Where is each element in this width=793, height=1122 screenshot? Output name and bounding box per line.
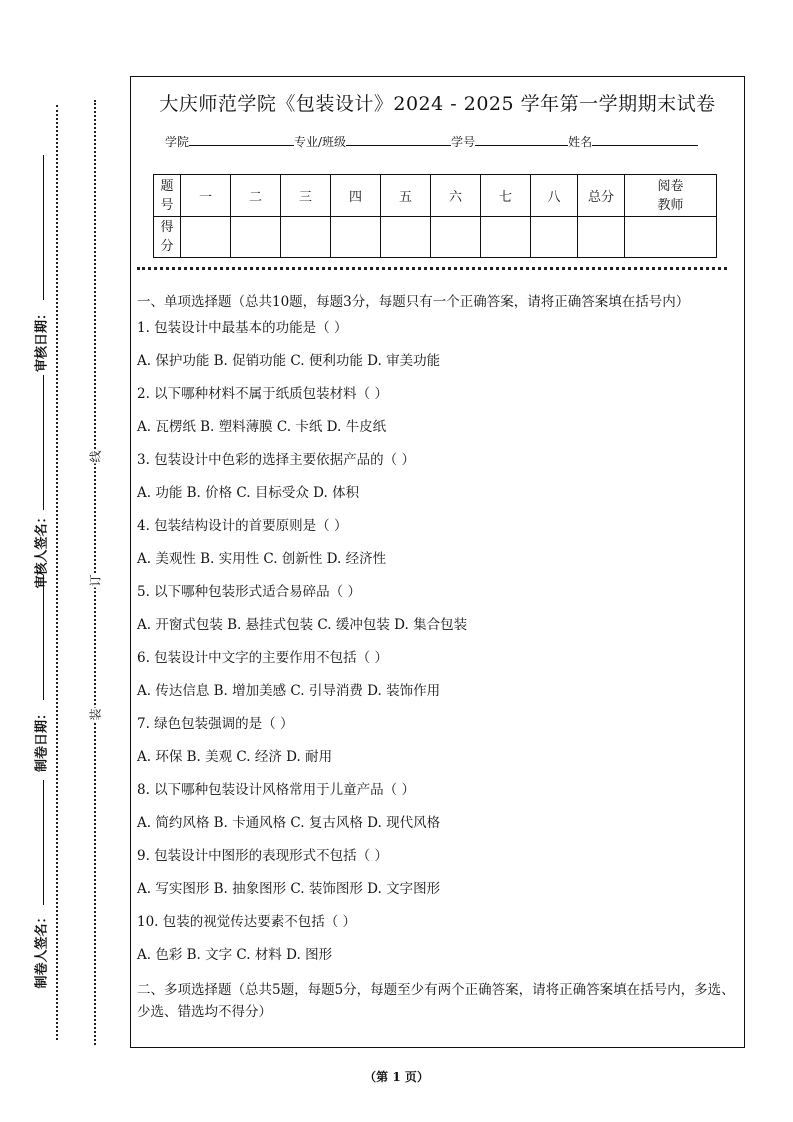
answer-options: A. 瓦楞纸 B. 塑料薄膜 C. 卡纸 D. 牛皮纸 bbox=[137, 419, 387, 435]
column-header: 四 bbox=[331, 175, 381, 217]
score-cell[interactable] bbox=[431, 217, 481, 258]
question-text: 4. 包装结构设计的首要原则是（ ） bbox=[137, 518, 348, 534]
column-header: 二 bbox=[231, 175, 281, 217]
name-label: 姓名 bbox=[568, 135, 593, 149]
question-text: 10. 包装的视觉传达要素不包括（ ） bbox=[137, 914, 357, 930]
score-cell[interactable] bbox=[231, 217, 281, 258]
question-text: 1. 包装设计中最基本的功能是（ ） bbox=[137, 320, 348, 336]
question-number-header: 题 号 bbox=[154, 175, 181, 217]
student-info-row bbox=[165, 133, 698, 150]
score-table-score-row bbox=[154, 217, 717, 258]
prep-date-write-line bbox=[43, 575, 44, 700]
column-header: 六 bbox=[431, 175, 481, 217]
student-id-label: 学号 bbox=[451, 135, 476, 149]
review-sign-label-block bbox=[20, 460, 60, 660]
score-cell[interactable] bbox=[381, 217, 431, 258]
question-text: 8. 以下哪种包装设计风格常用于儿童产品（ ） bbox=[137, 782, 415, 798]
score-cell[interactable] bbox=[281, 217, 331, 258]
college-field[interactable] bbox=[189, 134, 294, 146]
question-text: 2. 以下哪种材料不属于纸质包装材料（ ） bbox=[137, 386, 388, 402]
answer-options: A. 传达信息 B. 增加美感 C. 引导消费 D. 装饰作用 bbox=[137, 683, 441, 699]
question-text: 7. 绿色包装强调的是（ ） bbox=[137, 716, 294, 732]
name-field[interactable] bbox=[592, 134, 698, 146]
answer-options: A. 简约风格 B. 卡通风格 C. 复古风格 D. 现代风格 bbox=[137, 815, 441, 831]
binding-char-seal: 装 bbox=[88, 708, 103, 721]
binding-dotted-line bbox=[94, 100, 96, 1045]
answer-options: A. 保护功能 B. 促销功能 C. 便利功能 D. 审美功能 bbox=[137, 353, 441, 369]
questions-content bbox=[137, 291, 742, 1029]
section1-heading: 一、单项选择题（总共10题，每题3分，每题只有一个正确答案，请将正确答案填在括号内） bbox=[137, 294, 690, 310]
reviewer-header: 阅卷 教师 bbox=[625, 175, 717, 217]
page-number: （第 1 页） bbox=[364, 1070, 429, 1084]
student-id-field[interactable] bbox=[475, 134, 568, 146]
question-text: 5. 以下哪种包装形式适合易碎品（ ） bbox=[137, 584, 361, 600]
column-header: 三 bbox=[281, 175, 331, 217]
total-score-header: 总分 bbox=[578, 175, 625, 217]
review-sign-label: 审核人签名： bbox=[34, 510, 50, 589]
prep-sign-label-block bbox=[20, 860, 60, 1060]
score-table bbox=[153, 174, 717, 258]
score-row-header: 得 分 bbox=[154, 217, 181, 258]
outer-dotted-border bbox=[56, 105, 58, 1040]
review-date-label: 审核日期： bbox=[34, 307, 50, 373]
exam-title: 大庆师范学院《包装设计》2024 - 2025 学年第一学期期末试卷 bbox=[159, 93, 716, 115]
college-label: 学院 bbox=[165, 135, 190, 149]
score-cell[interactable] bbox=[481, 217, 531, 258]
header-divider bbox=[137, 267, 727, 270]
answer-options: A. 开窗式包装 B. 悬挂式包装 C. 缓冲包装 D. 集合包装 bbox=[137, 617, 468, 633]
column-header: 八 bbox=[531, 175, 578, 217]
major-label: 专业/班级 bbox=[294, 135, 347, 149]
score-cell[interactable] bbox=[331, 217, 381, 258]
section2-heading: 二、多项选择题（总共5题，每题5分，每题至少有两个正确答案，请将正确答案填在括号内，多选、少选、错选均不得分） bbox=[137, 982, 735, 1020]
answer-options: A. 写实图形 B. 抽象图形 C. 装饰图形 D. 文字图形 bbox=[137, 881, 441, 897]
prep-date-label-block bbox=[20, 650, 60, 850]
exam-sheet bbox=[130, 76, 745, 1048]
column-header: 一 bbox=[181, 175, 231, 217]
answer-options: A. 环保 B. 美观 C. 经济 D. 耐用 bbox=[137, 749, 333, 765]
prep-date-label: 制卷日期： bbox=[34, 707, 50, 773]
review-sign-write-line bbox=[43, 375, 44, 510]
answer-options: A. 色彩 B. 文字 C. 材料 D. 图形 bbox=[137, 947, 333, 963]
score-cell[interactable] bbox=[531, 217, 578, 258]
answer-options: A. 功能 B. 价格 C. 目标受众 D. 体积 bbox=[137, 485, 360, 501]
column-header: 七 bbox=[481, 175, 531, 217]
question-text: 3. 包装设计中色彩的选择主要依据产品的（ ） bbox=[137, 452, 415, 468]
binding-char-staple: 订 bbox=[88, 574, 103, 587]
score-cell[interactable] bbox=[181, 217, 231, 258]
review-date-label-block bbox=[20, 250, 60, 450]
answer-options: A. 美观性 B. 实用性 C. 创新性 D. 经济性 bbox=[137, 551, 387, 567]
prep-sign-write-line bbox=[43, 780, 44, 905]
score-table-header-row bbox=[154, 175, 717, 217]
question-text: 9. 包装设计中图形的表现形式不包括（ ） bbox=[137, 848, 388, 864]
major-field[interactable] bbox=[346, 134, 451, 146]
binding-char-line: 线 bbox=[88, 450, 103, 463]
prep-sign-label: 制卷人签名： bbox=[34, 910, 50, 989]
question-text: 6. 包装设计中文字的主要作用不包括（ ） bbox=[137, 650, 388, 666]
total-score-cell[interactable] bbox=[578, 217, 625, 258]
column-header: 五 bbox=[381, 175, 431, 217]
reviewer-cell[interactable] bbox=[625, 217, 717, 258]
review-date-write-line bbox=[43, 155, 44, 300]
